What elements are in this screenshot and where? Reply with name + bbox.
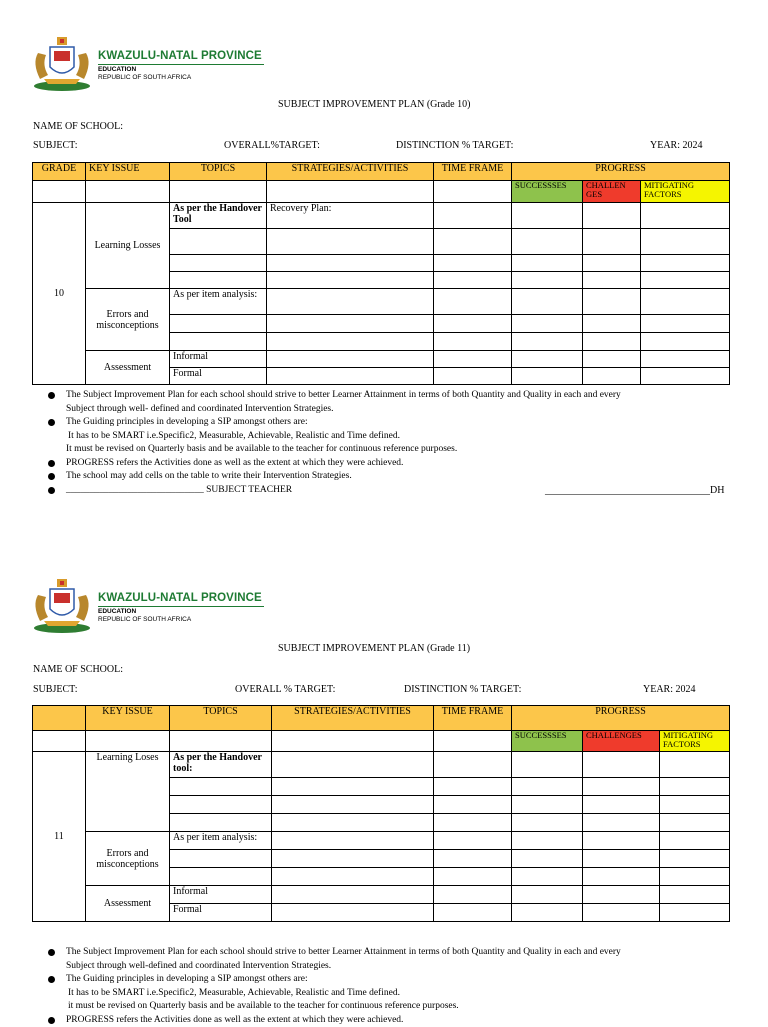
topic-handover: As per the Handover Tool (170, 203, 267, 229)
plan11-subject: SUBJECT: (33, 684, 78, 695)
cell[interactable] (641, 255, 730, 272)
cell[interactable] (583, 333, 641, 351)
cell[interactable] (583, 229, 641, 255)
note-item: The Guiding principles in developing a SIP amongst others are: (66, 973, 621, 987)
key-issue-errors: Errors and misconceptions (86, 289, 170, 351)
topic-item-analysis: As per item analysis: (170, 289, 267, 315)
cell[interactable] (660, 778, 730, 796)
cell[interactable] (660, 850, 730, 868)
note-item: PROGRESS refers the Activities done as well as the extent at which they were achieved. (66, 1014, 621, 1027)
progress-successes-header: SUCCESSSES (512, 731, 583, 752)
cell[interactable] (434, 351, 512, 368)
note-item: The Subject Improvement Plan for each school should strive to better Learner Attainment in terms of both Quantity and Quality in each and every (66, 389, 621, 403)
plan10-table (32, 162, 730, 385)
signature-dh: _________________________________DH (545, 485, 724, 496)
cell[interactable] (434, 832, 512, 850)
progress-mitigating-header: MITIGATING FACTORS (660, 731, 730, 752)
brand-dept: EDUCATION (98, 608, 136, 615)
topic-item-analysis: As per item analysis: (170, 832, 272, 850)
plan10-overall-target: OVERALL%TARGET: (224, 140, 320, 151)
cell[interactable] (641, 368, 730, 385)
header-key-issue: KEY ISSUE (86, 706, 170, 731)
cell[interactable] (434, 886, 512, 904)
cell[interactable] (512, 868, 583, 886)
cell[interactable] (660, 886, 730, 904)
cell[interactable] (583, 832, 660, 850)
cell[interactable] (170, 181, 267, 203)
cell[interactable] (641, 315, 730, 333)
progress-mitigating-header: MITIGATING FACTORS (641, 181, 730, 203)
cell[interactable] (512, 272, 583, 289)
note-item: it must be revised on Quarterly basis and be available to the teacher for continuous reference purposes. (66, 1000, 621, 1014)
header-key-issue: KEY ISSUE (86, 163, 170, 181)
topic-informal: Informal (170, 886, 272, 904)
cell[interactable] (170, 850, 272, 868)
cell[interactable] (434, 229, 512, 255)
topic-informal: Informal (170, 351, 267, 368)
cell[interactable] (170, 333, 267, 351)
cell[interactable] (583, 904, 660, 922)
cell[interactable] (434, 778, 512, 796)
cell[interactable] (86, 181, 170, 203)
progress-challenges-header: CHALLEN GES (583, 181, 641, 203)
signature-teacher: _____________________________ SUBJECT TEACHER (66, 485, 292, 495)
cell[interactable] (512, 315, 583, 333)
header-progress: PROGRESS (512, 163, 730, 181)
note-item: It must be revised on Quarterly basis and be available to the teacher for continuous reference purposes. (66, 443, 621, 457)
kzn-logo (30, 33, 265, 93)
cell[interactable] (512, 796, 583, 814)
header-grade: GRADE (33, 163, 86, 181)
note-item (66, 484, 621, 498)
cell[interactable] (272, 868, 434, 886)
plan10-year: YEAR: 2024 (650, 140, 703, 151)
header-grade-empty (33, 706, 86, 731)
key-issue-errors: Errors and misconceptions (86, 832, 170, 886)
plan10-notes (66, 389, 621, 497)
cell[interactable] (267, 315, 434, 333)
cell[interactable] (434, 752, 512, 778)
brand-dept: EDUCATION (98, 66, 136, 73)
cell[interactable] (583, 850, 660, 868)
cell[interactable] (512, 814, 583, 832)
cell[interactable] (512, 289, 583, 315)
cell[interactable] (434, 181, 512, 203)
cell[interactable] (267, 351, 434, 368)
cell[interactable] (512, 351, 583, 368)
cell[interactable] (583, 796, 660, 814)
cell[interactable] (512, 832, 583, 850)
cell[interactable] (583, 289, 641, 315)
plan11-notes (66, 946, 621, 1027)
plan10-subject: SUBJECT: (33, 140, 78, 151)
cell[interactable] (583, 886, 660, 904)
cell[interactable] (512, 778, 583, 796)
cell[interactable] (434, 368, 512, 385)
cell[interactable] (660, 752, 730, 778)
cell[interactable] (434, 333, 512, 351)
plan11-year: YEAR: 2024 (643, 684, 696, 695)
cell[interactable] (434, 255, 512, 272)
cell[interactable] (170, 229, 267, 255)
recovery-plan[interactable]: Recovery Plan: (267, 203, 434, 229)
plan11-title: SUBJECT IMPROVEMENT PLAN (Grade 11) (278, 643, 470, 654)
cell[interactable] (512, 752, 583, 778)
cell[interactable] (641, 351, 730, 368)
cell[interactable] (512, 368, 583, 385)
cell[interactable] (170, 796, 272, 814)
note-item: Subject through well- defined and coordinated Intervention Strategies. (66, 403, 621, 417)
cell[interactable] (660, 904, 730, 922)
note-item: It has to be SMART i.e.Specific2, Measurable, Achievable, Realistic and Time defined. (66, 430, 621, 444)
topic-formal: Formal (170, 368, 267, 385)
brand-country: REPUBLIC OF SOUTH AFRICA (98, 74, 191, 81)
cell[interactable] (86, 731, 170, 752)
brand-country: REPUBLIC OF SOUTH AFRICA (98, 616, 191, 623)
plan10-distinction-target: DISTINCTION % TARGET: (396, 140, 513, 151)
key-issue-assessment: Assessment (86, 886, 170, 922)
header-topics: TOPICS (170, 706, 272, 731)
cell[interactable] (641, 289, 730, 315)
cell[interactable] (434, 315, 512, 333)
note-item: PROGRESS refers the Activities done as well as the extent at which they were achieved. (66, 457, 621, 471)
cell[interactable] (434, 796, 512, 814)
topic-formal: Formal (170, 904, 272, 922)
cell[interactable] (660, 796, 730, 814)
brand-title: KWAZULU-NATAL PROVINCE (98, 50, 262, 62)
cell[interactable] (170, 778, 272, 796)
cell[interactable] (170, 255, 267, 272)
cell[interactable] (583, 203, 641, 229)
cell[interactable] (512, 255, 583, 272)
cell[interactable] (434, 868, 512, 886)
cell[interactable] (660, 868, 730, 886)
cell[interactable] (660, 832, 730, 850)
cell[interactable] (434, 203, 512, 229)
key-issue-learning-losses: Learning Loses (86, 752, 170, 832)
plan11-table (32, 705, 730, 922)
plan11-overall-target: OVERALL % TARGET: (235, 684, 335, 695)
progress-challenges-header: CHALLENGES (583, 731, 660, 752)
note-item: Subject through well-defined and coordinated Intervention Strategies. (66, 960, 621, 974)
cell[interactable] (583, 368, 641, 385)
cell[interactable] (583, 752, 660, 778)
cell[interactable] (512, 886, 583, 904)
note-item: It has to be SMART i.e.Specific2, Measurable, Achievable, Realistic and Time defined. (66, 987, 621, 1001)
progress-successes-header: SUCCESSSES (512, 181, 583, 203)
cell[interactable] (434, 289, 512, 315)
cell[interactable] (272, 796, 434, 814)
header-strategies: STRATEGIES/ACTIVITIES (272, 706, 434, 731)
header-progress: PROGRESS (512, 706, 730, 731)
cell[interactable] (267, 272, 434, 289)
brand-divider (98, 64, 264, 65)
cell[interactable] (170, 272, 267, 289)
cell[interactable] (272, 814, 434, 832)
coat-of-arms-icon (30, 575, 94, 635)
cell[interactable] (272, 850, 434, 868)
plan10-name-of-school: NAME OF SCHOOL: (33, 121, 123, 132)
brand-divider (98, 606, 264, 607)
cell[interactable] (267, 333, 434, 351)
header-strategies: STRATEGIES/ACTIVITIES (267, 163, 434, 181)
cell[interactable] (267, 181, 434, 203)
cell[interactable] (170, 731, 272, 752)
cell[interactable] (170, 868, 272, 886)
cell[interactable] (512, 850, 583, 868)
cell[interactable] (641, 333, 730, 351)
note-item: The Subject Improvement Plan for each school should strive to better Learner Attainment in terms of both Quantity and Quality in each and every (66, 946, 621, 960)
header-time-frame: TIME FRAME (434, 706, 512, 731)
topic-handover: As per the Handover tool: (170, 752, 272, 778)
grade-cell: 11 (33, 752, 86, 922)
cell[interactable] (641, 229, 730, 255)
cell[interactable] (660, 814, 730, 832)
brand-title: KWAZULU-NATAL PROVINCE (98, 592, 262, 604)
kzn-logo (30, 575, 265, 635)
cell[interactable] (272, 904, 434, 922)
cell[interactable] (512, 203, 583, 229)
cell[interactable] (641, 272, 730, 289)
grade-cell: 10 (33, 203, 86, 385)
cell[interactable] (170, 315, 267, 333)
cell[interactable] (434, 904, 512, 922)
cell[interactable] (33, 731, 86, 752)
plan11-distinction-target: DISTINCTION % TARGET: (404, 684, 521, 695)
cell[interactable] (272, 752, 434, 778)
cell[interactable] (512, 333, 583, 351)
cell[interactable] (583, 255, 641, 272)
cell[interactable] (267, 255, 434, 272)
cell[interactable] (272, 778, 434, 796)
cell[interactable] (583, 778, 660, 796)
key-issue-assessment: Assessment (86, 351, 170, 385)
note-item: The Guiding principles in developing a SIP amongst others are: (66, 416, 621, 430)
cell[interactable] (434, 850, 512, 868)
cell[interactable] (267, 229, 434, 255)
cell[interactable] (434, 731, 512, 752)
cell[interactable] (267, 289, 434, 315)
plan11-name-of-school: NAME OF SCHOOL: (33, 664, 123, 675)
cell[interactable] (583, 351, 641, 368)
cell[interactable] (170, 814, 272, 832)
cell[interactable] (434, 272, 512, 289)
cell[interactable] (434, 814, 512, 832)
note-item: The school may add cells on the table to write their Intervention Strategies. (66, 470, 621, 484)
cell[interactable] (583, 272, 641, 289)
cell[interactable] (267, 368, 434, 385)
cell[interactable] (272, 731, 434, 752)
cell[interactable] (512, 229, 583, 255)
header-topics: TOPICS (170, 163, 267, 181)
cell[interactable] (583, 868, 660, 886)
cell[interactable] (641, 203, 730, 229)
header-time-frame: TIME FRAME (434, 163, 512, 181)
plan10-title: SUBJECT IMPROVEMENT PLAN (Grade 10) (278, 99, 470, 110)
cell[interactable] (272, 832, 434, 850)
cell[interactable] (33, 181, 86, 203)
coat-of-arms-icon (30, 33, 94, 93)
cell[interactable] (583, 814, 660, 832)
key-issue-learning-losses: Learning Losses (86, 203, 170, 289)
cell[interactable] (272, 886, 434, 904)
cell[interactable] (512, 904, 583, 922)
cell[interactable] (583, 315, 641, 333)
